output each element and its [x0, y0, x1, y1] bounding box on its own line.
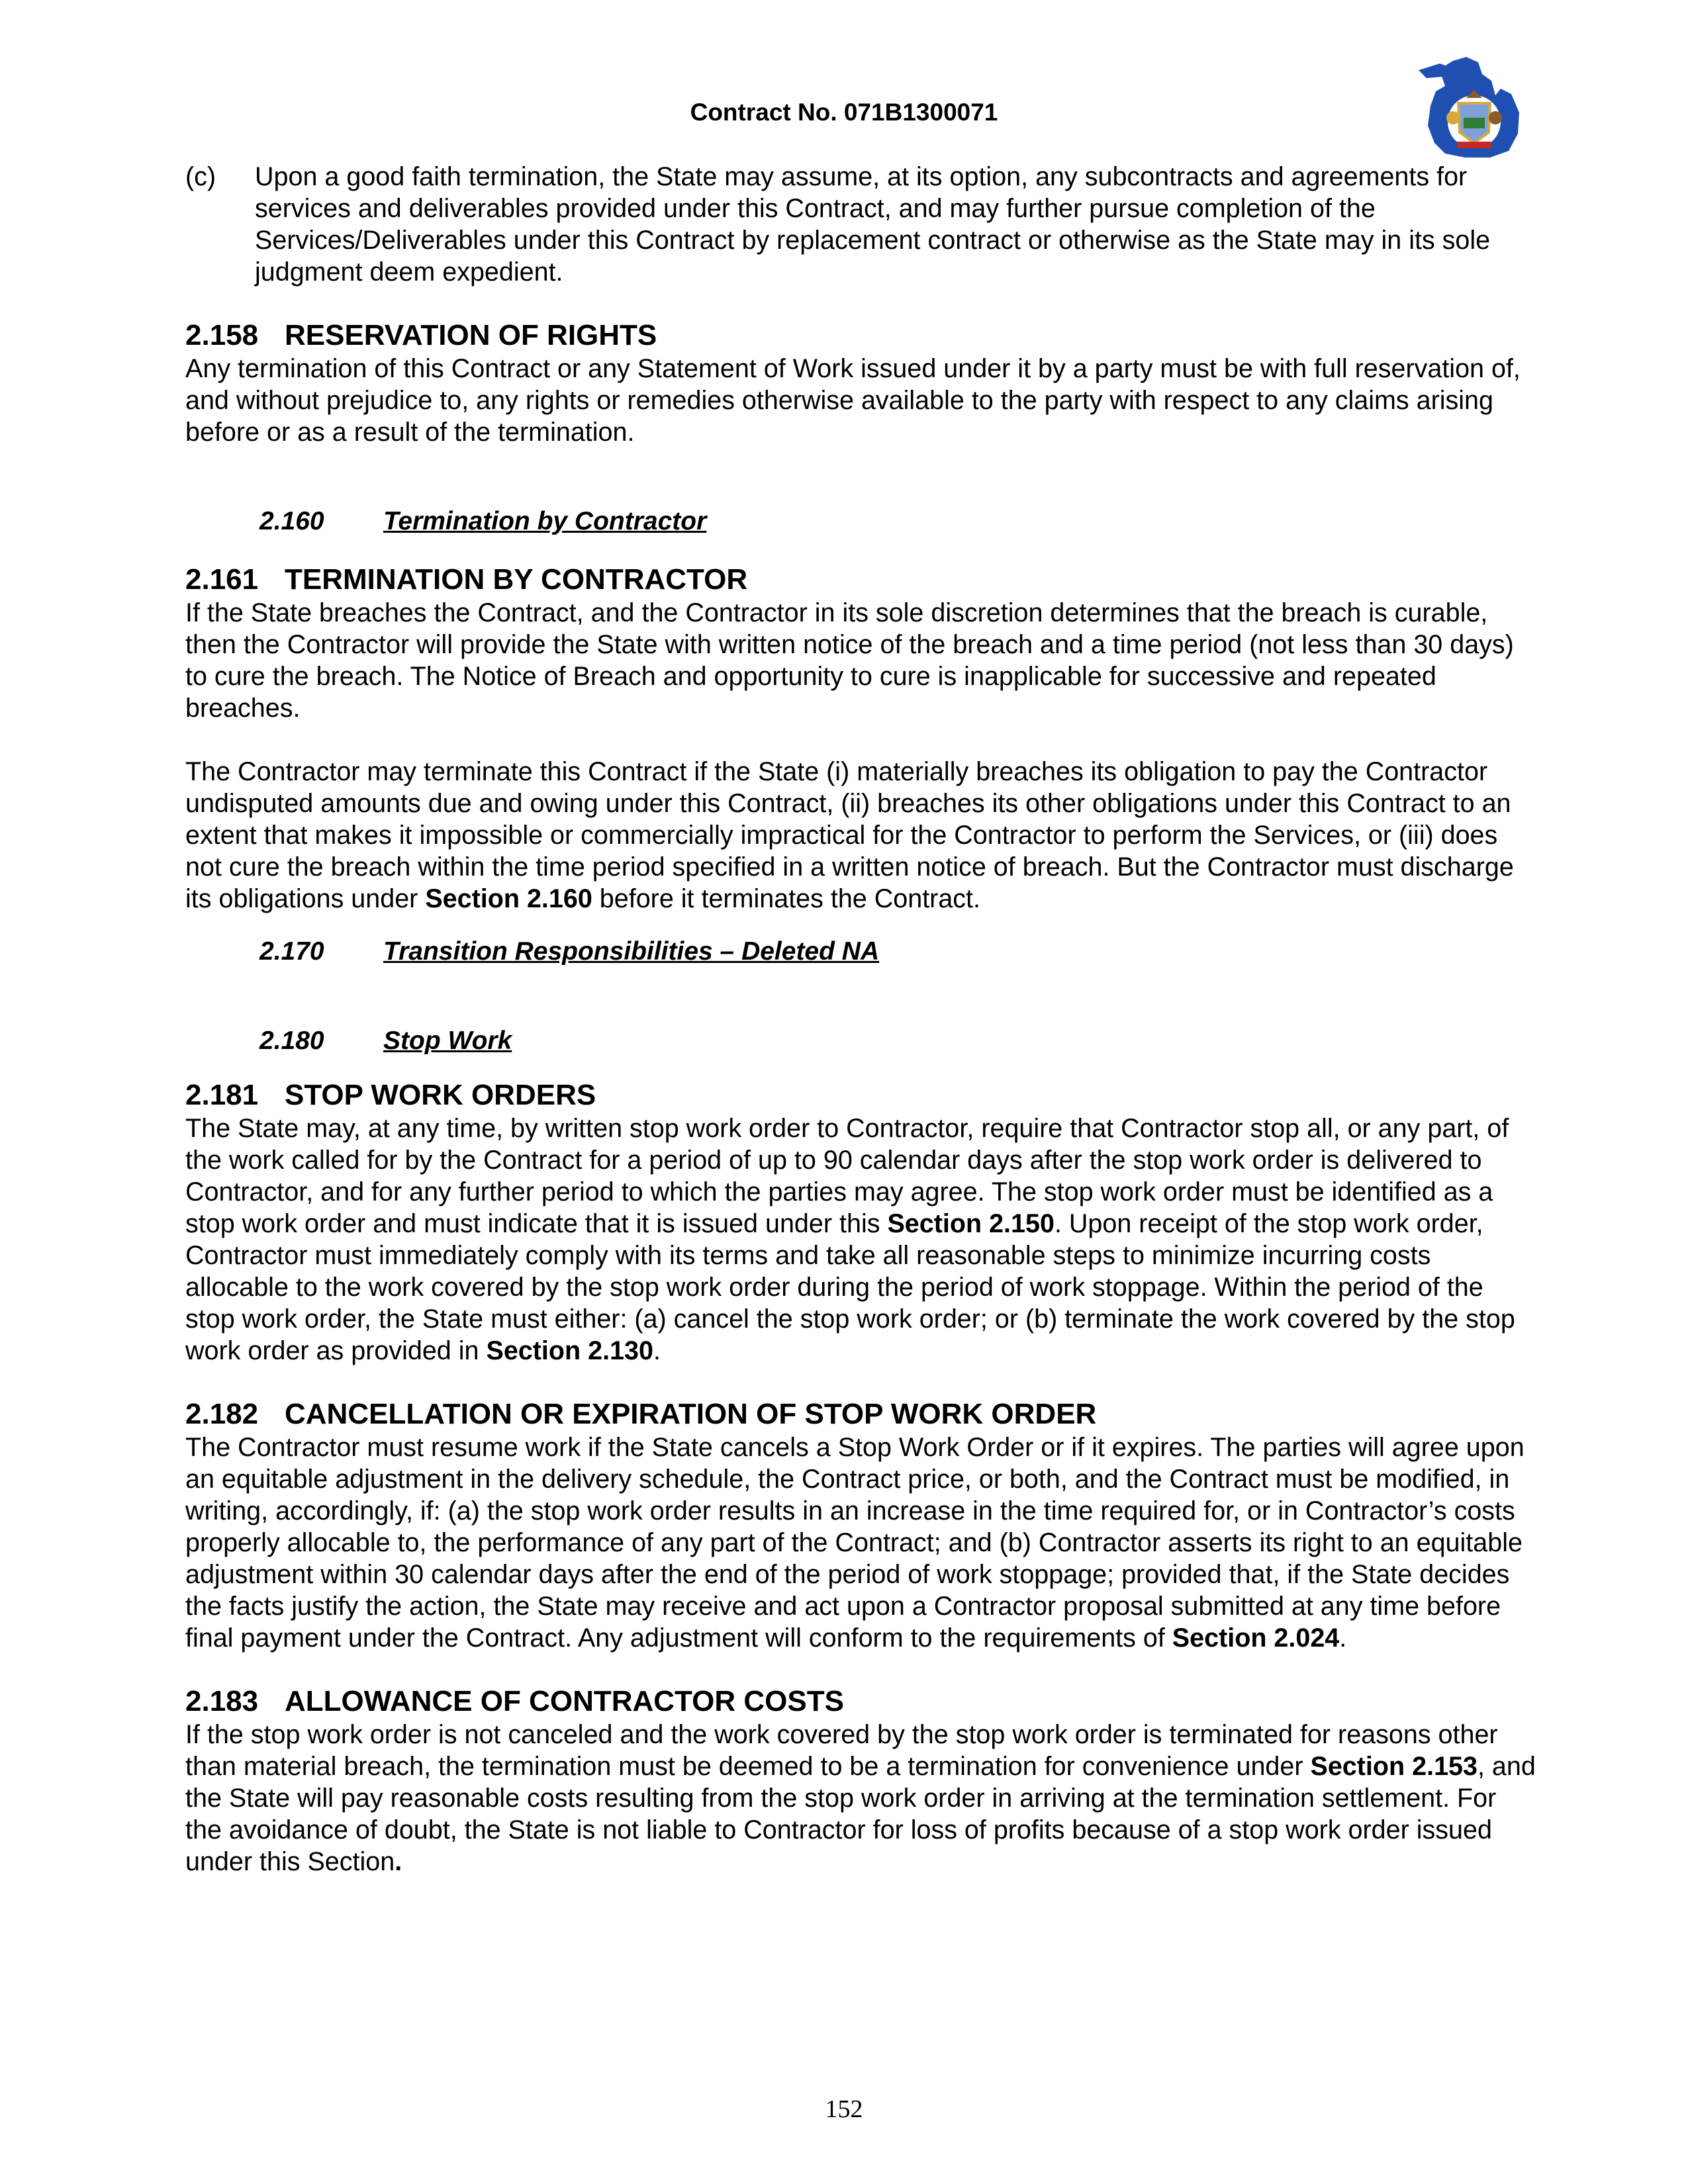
section-heading-2182: 2.182 CANCELLATION OR EXPIRATION OF STOP WORK ORDER	[185, 1398, 1097, 1430]
subheading-2180: 2.180 Stop Work	[259, 1026, 512, 1055]
section-body-2161-p2: The Contractor may terminate this Contract if the State (i) materially breaches its obligation to pay the Contractor undisputed amounts due and owing under this Contract, (ii) breaches its other obligations under this Contract to an extent that makes it impossible or commercially impractical for the Contractor to perform the Services, or (iii) does not cure the breach within the time period specified in a written notice of breach. But the Contractor must discharge its obligations under Section 2.160 before it terminates the Contract.	[185, 757, 1514, 913]
subheading-2160: 2.160 Termination by Contractor	[259, 507, 707, 535]
page-number: 152	[825, 2095, 863, 2123]
section-reference: Section 2.150	[887, 1209, 1055, 1238]
section-heading-2183: 2.183 ALLOWANCE OF CONTRACTOR COSTS	[185, 1685, 844, 1717]
subsection-c	[185, 161, 1536, 288]
section-reference: Section 2.160	[425, 884, 592, 913]
section-body-2183: If the stop work order is not canceled and the work covered by the stop work order is terminated for reasons other than material breach, the termination must be deemed to be a termination for convenience under Section 2.153, and the State will pay reasonable costs resulting from the stop work order in arriving at the termination settlement. For the avoidance of doubt, the State is not liable to Contractor for loss of profits because of a stop work order issued under this Section.	[185, 1720, 1536, 1876]
section-heading-2161: 2.161 TERMINATION BY CONTRACTOR	[185, 563, 748, 596]
section-heading-2158: 2.158 RESERVATION OF RIGHTS	[185, 319, 657, 351]
contract-number-header: Contract No. 071B1300071	[690, 99, 998, 126]
section-reference: Section 2.153	[1310, 1752, 1477, 1781]
section-reference: Section 2.130	[486, 1336, 653, 1365]
section-body-2158: Any termination of this Contract or any Statement of Work issued under it by a party must be with full reservation of, and without prejudice to, any rights or remedies otherwise available to the party with respect to any claims arising before or as a result of the termination.	[185, 354, 1521, 447]
document-body	[185, 161, 1536, 1878]
subheading-2170: 2.170 Transition Responsibilities – Deleted NA	[259, 937, 880, 966]
michigan-state-seal-icon	[1413, 54, 1526, 160]
subsection-text: Upon a good faith termination, the State may assume, at its option, any subcontracts and agreements for services and deliverables provided under this Contract, and may further pursue completion of the Services/Deliverables under this Contract by replacement contract or otherwise as the State may in its sole judgment deem expedient.	[255, 162, 1491, 287]
section-body-2182: The Contractor must resume work if the State cancels a Stop Work Order or if it expires. The parties will agree upon an equitable adjustment in the delivery schedule, the Contract price, or both, and the Contract must be modified, in writing, accordingly, if: (a) the stop work order results in an increase in the time required for, or in Contractor’s costs properly allocable to, the performance of any part of the Contract; and (b) Contractor asserts its right to an equitable adjustment within 30 calendar days after the end of the period of work stoppage; provided that, if the State decides the facts justify the action, the State may receive and act upon a Contractor proposal submitted at any time before final payment under the Contract. Any adjustment will conform to the requirements of Section 2.024.	[185, 1433, 1524, 1653]
section-reference: Section 2.024	[1172, 1623, 1340, 1653]
section-heading-2181: 2.181 STOP WORK ORDERS	[185, 1079, 596, 1111]
subsection-label: (c)	[185, 162, 216, 191]
section-body-2181: The State may, at any time, by written stop work order to Contractor, require that Contractor stop all, or any part, of the work called for by the Contract for a period of up to 90 calendar days after the stop work order is delivered to Contractor, and for any further period to which the parties may agree. The stop work order must be identified as a stop work order and must indicate that it is issued under this Section 2.150. Upon receipt of the stop work order, Contractor must immediately comply with its terms and take all reasonable steps to minimize incurring costs allocable to the work covered by the stop work order during the period of work stoppage. Within the period of the stop work order, the State must either: (a) cancel the stop work order; or (b) terminate the work covered by the stop work order as provided in Section 2.130.	[185, 1114, 1515, 1365]
section-body-2161-p1: If the State breaches the Contract, and the Contractor in its sole discretion determines that the breach is curable, then the Contractor will provide the State with written notice of the breach and a time period (not less than 30 days) to cure the breach. The Notice of Breach and opportunity to cure is inapplicable for successive and repeated breaches.	[185, 598, 1514, 723]
